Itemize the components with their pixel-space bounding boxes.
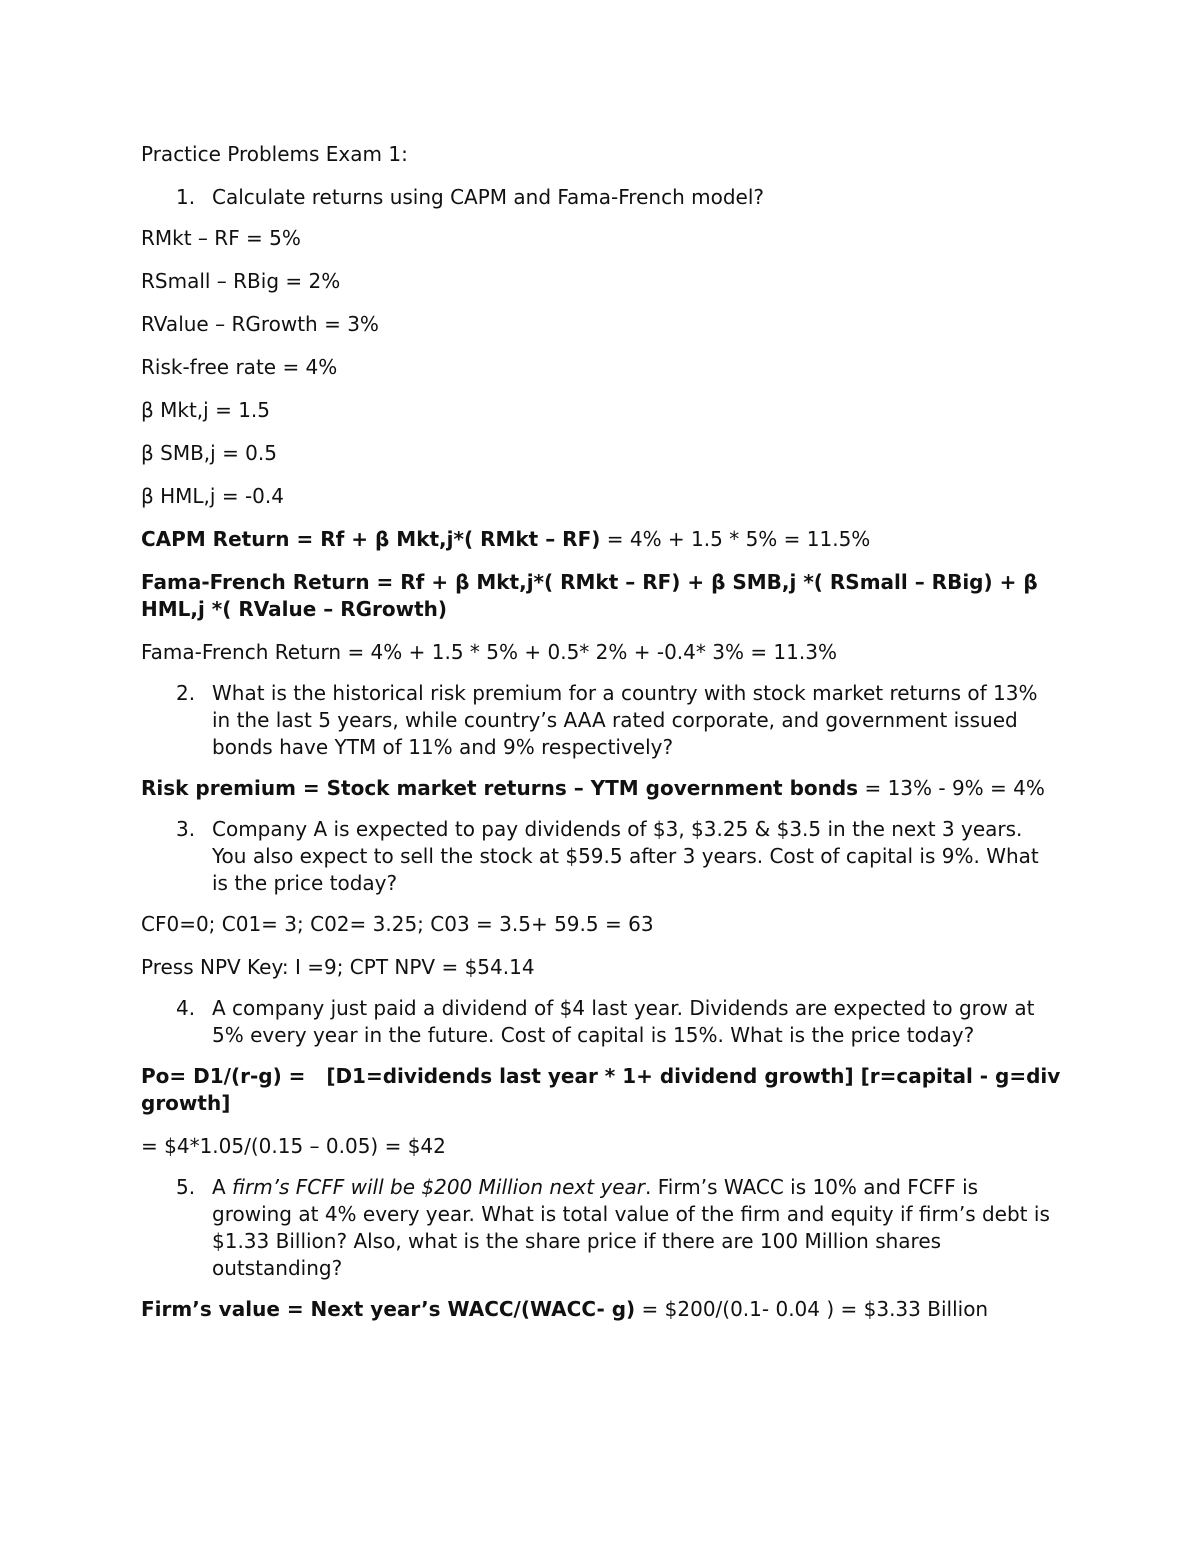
- dividend-growth-formula: Po= D1/(r-g) = [D1=dividends last year * 1+ dividend growth] [r=capital - g=div growth]: [141, 1064, 1068, 1115]
- capm-answer: [141, 526, 1061, 553]
- given-beta-hml: β HML,j = -0.4: [141, 484, 284, 508]
- given-rsmall: RSmall – RBig = 2%: [141, 269, 341, 293]
- fama-french-calculation: Fama-French Return = 4% + 1.5 * 5% + 0.5* 2% + -0.4* 3% = 11.3%: [141, 640, 837, 664]
- question-1: [141, 184, 1061, 211]
- question-5-italic-text: firm’s FCFF will be $200 Million next year: [232, 1175, 646, 1199]
- document-body: [141, 141, 1068, 1339]
- firm-value-answer: [141, 1296, 1061, 1323]
- question-3-text: Company A is expected to pay dividends of $3, $3.25 & $3.5 in the next 3 years. You also expect to sell the stock at $59.5 after 3 years. Cost of capital is 9%. What is the price today?: [212, 817, 1039, 895]
- question-2-text: What is the historical risk premium for a country with stock market returns of 13% in the last 5 years, while country’s AAA rated corporate, and government issued bonds have YTM of 11% and 9% respectively?: [212, 681, 1038, 759]
- question-2-answer: [141, 775, 1061, 802]
- firm-value-calculation: = $200/(0.1- 0.04 ) = $3.33 Billion: [635, 1297, 989, 1321]
- cash-flows: CF0=0; C01= 3; C02= 3.25; C03 = 3.5+ 59.5 = 63: [141, 912, 654, 936]
- given-rvalue: RValue – RGrowth = 3%: [141, 312, 379, 336]
- firm-value-formula: Firm’s value = Next year’s WACC/(WACC- g): [141, 1297, 636, 1321]
- question-5-number: 5.: [176, 1175, 196, 1199]
- dividend-growth-calculation: = $4*1.05/(0.15 – 0.05) = $42: [141, 1134, 446, 1158]
- question-2: [141, 680, 1061, 761]
- capm-calculation: = 4% + 1.5 * 5% = 11.5%: [600, 527, 871, 551]
- capm-formula: CAPM Return = Rf + β Mkt,j*( RMkt – RF): [141, 527, 601, 551]
- npv-calculation: Press NPV Key: I =9; CPT NPV = $54.14: [141, 955, 535, 979]
- fama-french-formula: Fama-French Return = Rf + β Mkt,j*( RMkt – RF) + β SMB,j *( RSmall – RBig) + β HML,j *( RValue – RGrowth): [141, 570, 1038, 621]
- risk-premium-formula: Risk premium = Stock market returns – YTM government bonds: [141, 776, 859, 800]
- question-3-number: 3.: [176, 817, 196, 841]
- question-5: [141, 1174, 1061, 1282]
- question-3: [141, 816, 1061, 897]
- question-1-text: Calculate returns using CAPM and Fama-French model?: [212, 185, 764, 209]
- given-beta-mkt: β Mkt,j = 1.5: [141, 398, 270, 422]
- question-4: [141, 995, 1061, 1049]
- question-2-number: 2.: [176, 681, 196, 705]
- question-5-text: A firm’s FCFF will be $200 Million next year. Firm’s WACC is 10% and FCFF is growing at 4% every year. What is total value of the firm and equity if firm’s debt is $1.33 Billion? Also, what is the share price if there are 100 Million shares outstanding?: [212, 1175, 1050, 1280]
- given-beta-smb: β SMB,j = 0.5: [141, 441, 277, 465]
- question-1-number: 1.: [176, 185, 196, 209]
- given-riskfree: Risk-free rate = 4%: [141, 355, 338, 379]
- document-title: Practice Problems Exam 1:: [141, 142, 408, 166]
- question-4-text: A company just paid a dividend of $4 last year. Dividends are expected to grow at 5% every year in the future. Cost of capital is 15%. What is the price today?: [212, 996, 1035, 1047]
- question-4-number: 4.: [176, 996, 196, 1020]
- risk-premium-calculation: = 13% - 9% = 4%: [858, 776, 1045, 800]
- given-rmkt: RMkt – RF = 5%: [141, 226, 301, 250]
